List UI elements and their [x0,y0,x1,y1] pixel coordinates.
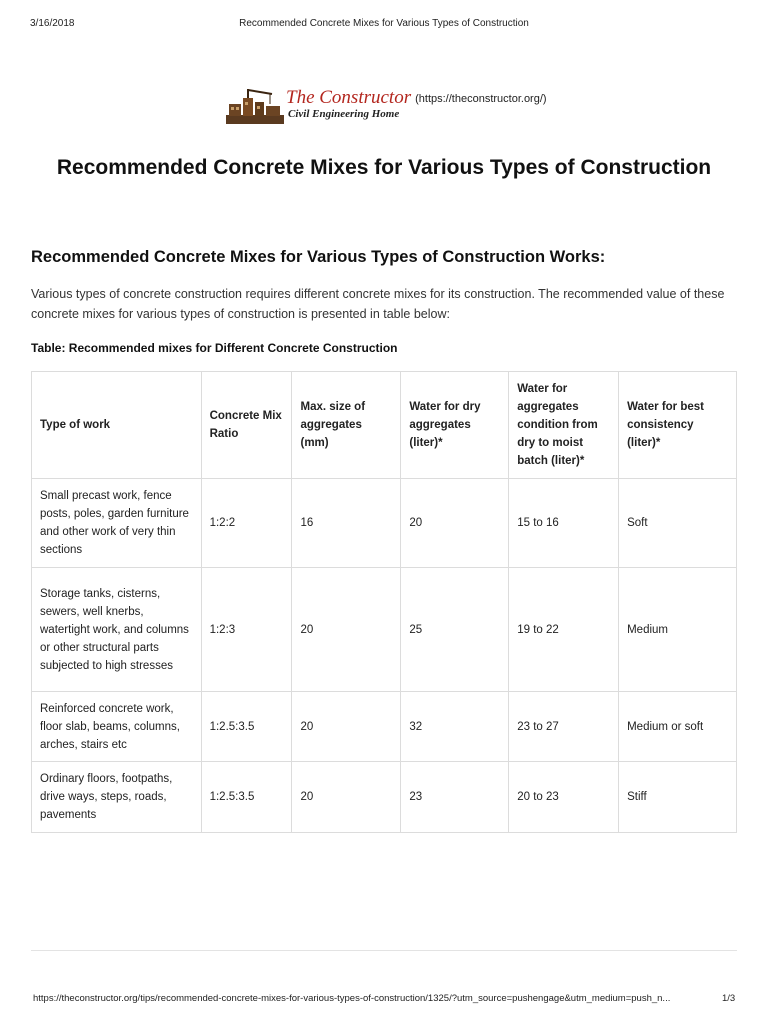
cell-water-best-consistency: Medium [619,568,737,692]
table-row [32,762,737,833]
cell-type-of-work: Reinforced concrete work, floor slab, beams, columns, arches, stairs etc [32,692,202,762]
cell-water-dry-to-moist: 15 to 16 [509,479,619,568]
divider [31,950,737,951]
table-row [32,568,737,692]
header-water-dry: Water for dry aggregates (liter)* [401,372,509,479]
cell-water-dry: 25 [401,568,509,692]
cell-mix-ratio: 1:2.5:3.5 [201,762,292,833]
site-logo[interactable] [226,88,547,130]
section-heading: Recommended Concrete Mixes for Various Types of Construction Works: [31,248,606,266]
cell-water-dry-to-moist: 23 to 27 [509,692,619,762]
print-title: Recommended Concrete Mixes for Various Types of Construction [239,18,529,29]
footer-url: https://theconstructor.org/tips/recommended-concrete-mixes-for-various-types-of-construction/1325/?utm_source=pushengage&utm_medium=push_n... [33,993,671,1004]
logo-name: The Constructor [286,87,412,108]
logo-text [286,88,411,120]
concrete-mix-table [31,371,737,833]
page-title: Recommended Concrete Mixes for Various Types of Construction [56,156,712,179]
cell-mix-ratio: 1:2:3 [201,568,292,692]
cell-mix-ratio: 1:2:2 [201,479,292,568]
logo-url-link[interactable]: (https://theconstructor.org/) [415,93,547,105]
footer-page-number: 1/3 [722,993,736,1004]
table-row [32,479,737,568]
header-mix-ratio: Concrete Mix Ratio [201,372,292,479]
cell-water-best-consistency: Stiff [619,762,737,833]
cell-max-aggregate-size: 16 [292,479,401,568]
print-date: 3/16/2018 [30,18,75,29]
header-max-aggregate-size: Max. size of aggregates (mm) [292,372,401,479]
intro-paragraph: Various types of concrete construction requires different concrete mixes for its construction. The recommended value of these concrete mixes for various types of construction is presented in table below: [31,287,725,321]
table-caption: Table: Recommended mixes for Different Concrete Construction [31,341,398,355]
table-row [32,692,737,762]
cell-type-of-work: Ordinary floors, footpaths, drive ways, steps, roads, pavements [32,762,202,833]
header-type-of-work: Type of work [32,372,202,479]
construction-site-icon [226,88,284,126]
header-water-best-consistency: Water for best consistency (liter)* [619,372,737,479]
cell-water-dry: 32 [401,692,509,762]
cell-max-aggregate-size: 20 [292,762,401,833]
cell-water-dry: 20 [401,479,509,568]
cell-max-aggregate-size: 20 [292,568,401,692]
cell-type-of-work: Small precast work, fence posts, poles, garden furniture and other work of very thin sections [32,479,202,568]
cell-mix-ratio: 1:2.5:3.5 [201,692,292,762]
cell-max-aggregate-size: 20 [292,692,401,762]
header-water-dry-to-moist: Water for aggregates condition from dry to moist batch (liter)* [509,372,619,479]
cell-water-dry-to-moist: 19 to 22 [509,568,619,692]
logo-tagline: Civil Engineering Home [288,108,400,120]
cell-water-dry: 23 [401,762,509,833]
print-header [0,18,768,32]
cell-water-best-consistency: Medium or soft [619,692,737,762]
cell-type-of-work: Storage tanks, cisterns, sewers, well knerbs, watertight work, and columns or other structural parts subjected to high stresses [32,568,202,692]
table-header-row [32,372,737,479]
cell-water-dry-to-moist: 20 to 23 [509,762,619,833]
cell-water-best-consistency: Soft [619,479,737,568]
